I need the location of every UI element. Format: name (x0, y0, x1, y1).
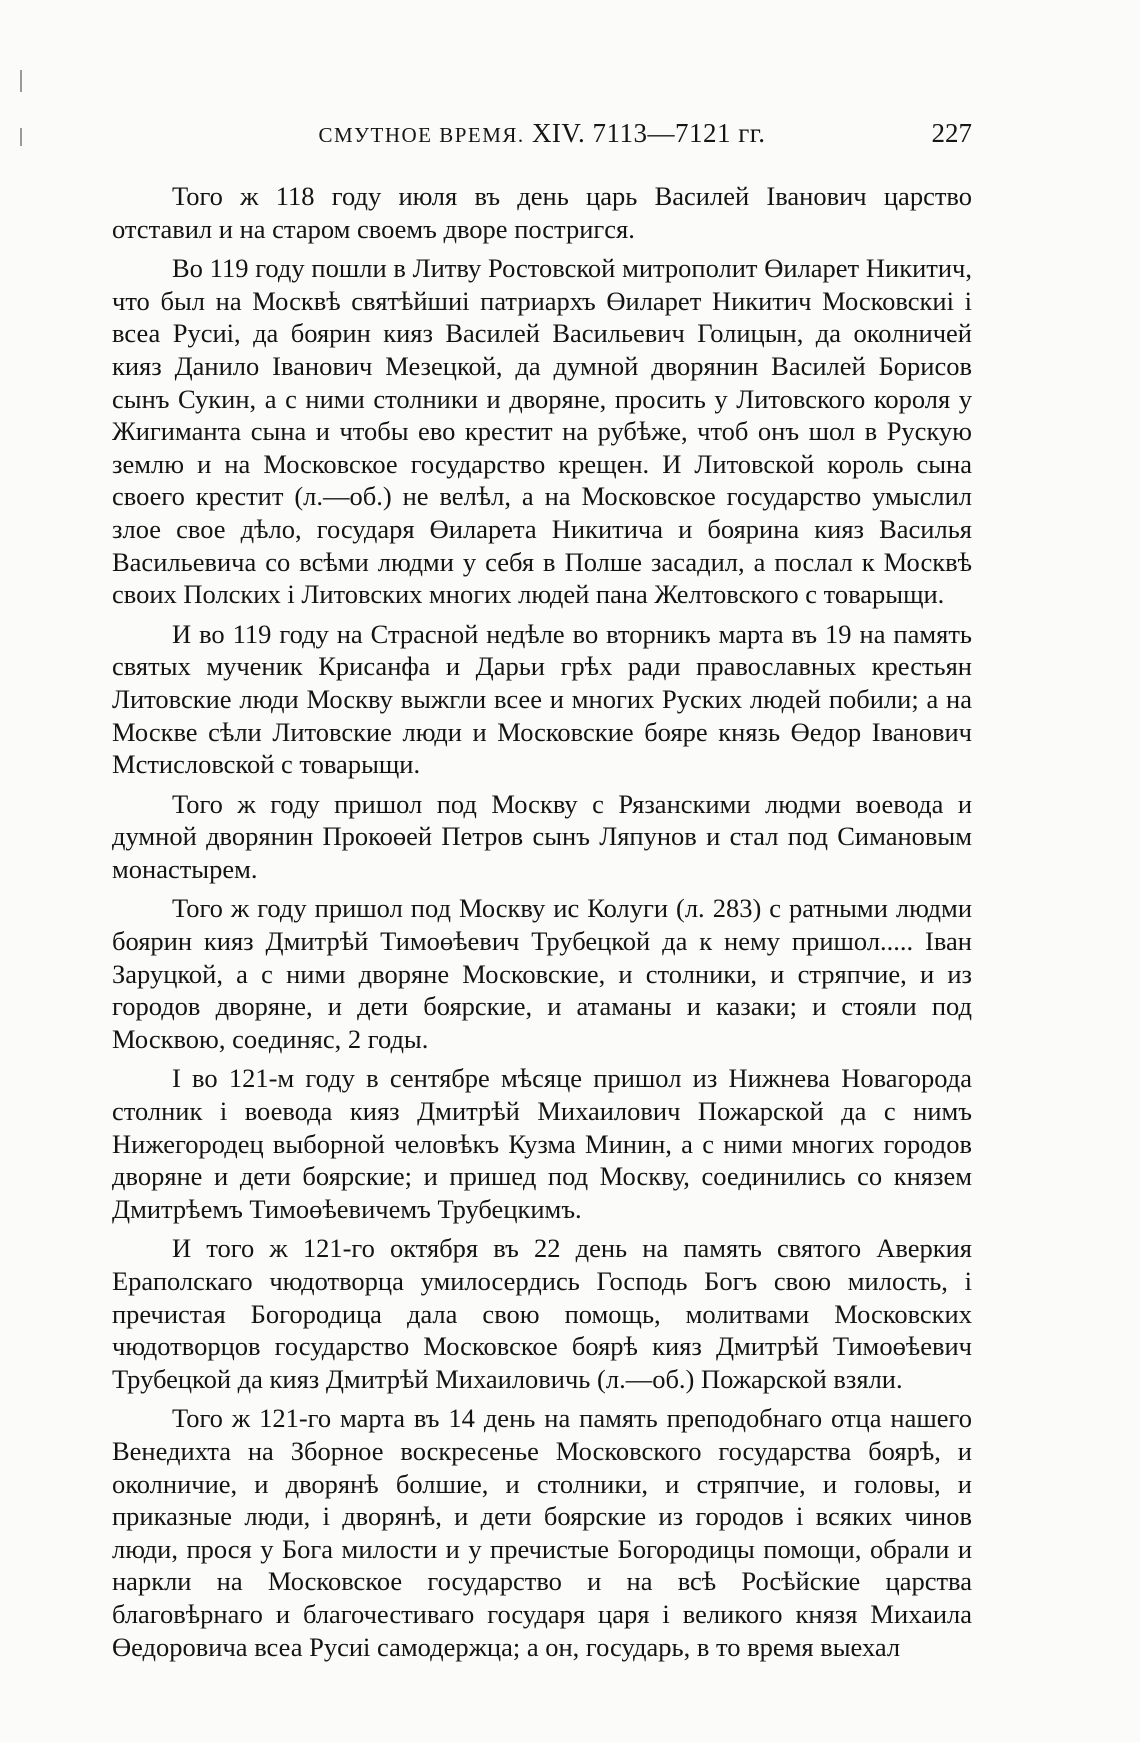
running-head-section: XIV. 7113—7121 гг. (531, 118, 766, 148)
page-number: 227 (931, 118, 972, 148)
running-head-title: СМУТНОЕ ВРЕМЯ. (318, 123, 525, 147)
paragraph-3: И во 119 году на Страсной недѣле во вторникъ марта въ 19 на память святых мученик Крисанфа и Дарьи грѣх ради православных крестьян Литовские люди Москву выжгли всее и многих Руских людей побили; а на Москве сѣли Литовские люди и Московские бояре князь Өедор Іванович Мстисловской с товарыщи. (112, 618, 972, 780)
paragraph-4: Того ж году пришол под Москву с Рязанскими людми воевода и думной дворянин Прокоөей Петров сынъ Ляпунов и стал под Симановым монастырем. (112, 788, 972, 884)
paragraph-8: Того ж 121-го марта въ 14 день на память преподобнаго отца нашего Венедихта на Зборное воскресенье Московского государства боярѣ, и околничие, и дворянѣ болшие, и столники, и стряпчие, и головы, и приказные люди, і дворянѣ, и дети боярские из городов і всяких чинов люди, прося у Бога милости и у пречистые Богородицы помощи, обрали и наркли на Московское государство и на всѣ Росѣйские царства благовѣрнаго и благочестиваго государя царя і великого князя Михаила Өедоровича всеа Русиі самодержца; а он, государь, в то время выехал (112, 1403, 972, 1662)
margin-scan-mark (20, 70, 22, 92)
paragraph-5: Того ж году пришол под Москву ис Колуги (л. 283) с ратными людми боярин кияз Дмитрѣй Тимоөѣевич Трубецкой да к нему пришол..... Іван Заруцкой, а с ними дворяне Московские, и столники, и стряпчие, и из городов дворяне, и дети боярские, и атаманы и казаки; и стояли под Москвою, соединяс, 2 годы. (112, 893, 972, 1054)
paragraph-6: І во 121-м году в сентябре мѣсяце пришол из Нижнева Новагорода столник і воевода кияз Дмитрѣй Михаилович Пожарской да с нимъ Нижегородец выборной человѣкъ Кузма Минин, а с ними многих городов дворяне и дети боярские; и пришед под Москву, соединились со князем Дмитрѣемъ Тимоөѣевичемъ Трубецкимъ. (112, 1063, 972, 1224)
chronicle-text (112, 180, 972, 1663)
page-header (112, 118, 972, 158)
paragraph-7: И того ж 121-го октября въ 22 день на память святого Аверкия Ераполскаго чюдотворца умилосердись Господь Богъ свою милость, і пречистая Богородица дала свою помощь, молитвами Московских чюдотворцов государство Московское боярѣ кияз Дмитрѣй Тимоөѣевич Трубецкой да кияз Дмитрѣй Михаиловичь (л.—об.) Пожарской взяли. (112, 1233, 972, 1394)
paragraph-2: Во 119 году пошли в Литву Ростовской митрополит Өиларет Никитич, что был на Москвѣ святѣйшиі патриархъ Өиларет Никитич Московскиі і всеа Русиі, да боярин кияз Василей Васильевич Голицын, да околничей кияз Данило Іванович Мезецкой, да думной дворянин Василей Борисов сынъ Сукин, а с ними столники и дворяне, просить у Литовского короля у Жигиманта сына и чтобы ево крестит на рубѣже, чтоб онъ шол в Рускую землю и на Московское государство крещен. И Литовской король сына своего крестит (л.—об.) не велѣл, а на Московское государство умыслил злое свое дѣло, государя Өиларета Никитича и боярина кияз Василья Васильевича со всѣми людми у себя в Полше засадил, а послал к Москвѣ своих Полских і Литовских многих людей пана Желтовского с товарыщи. (112, 253, 972, 610)
running-head (112, 118, 972, 149)
paragraph-1: Того ж 118 году июля въ день царь Василей Іванович царство отставил и на старом своемъ дворе постригся. (112, 181, 972, 244)
margin-scan-mark (20, 128, 22, 146)
